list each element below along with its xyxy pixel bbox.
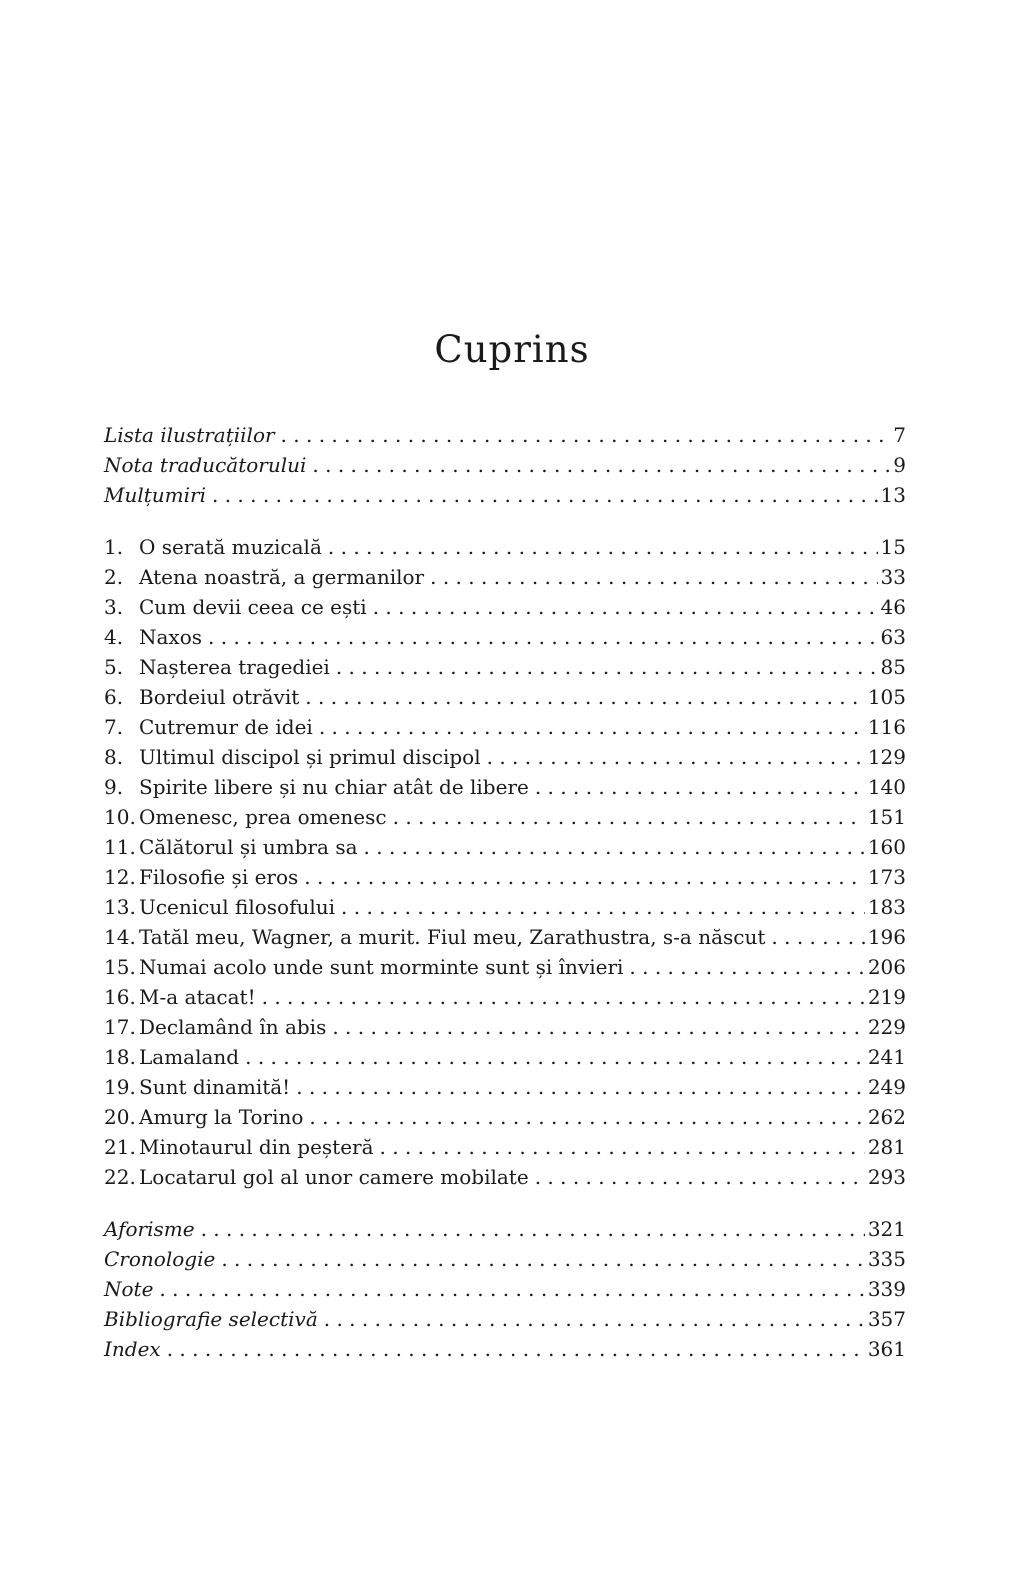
toc-entry-title: Numai acolo unde sunt morminte sunt și învieri bbox=[139, 955, 624, 979]
toc-entry-title: Note bbox=[104, 1277, 154, 1301]
toc-entry-title: Nota traducătorului bbox=[104, 453, 307, 477]
toc-entry-number: 1. bbox=[104, 535, 124, 559]
toc-entry-title: M-a atacat! bbox=[139, 985, 256, 1009]
dot-leader bbox=[245, 1042, 865, 1072]
toc-entry[interactable] bbox=[104, 832, 906, 862]
dot-leader bbox=[535, 772, 865, 802]
toc-entry-page-number: 15 bbox=[880, 535, 906, 559]
toc-entry[interactable] bbox=[104, 652, 906, 682]
toc-entry[interactable] bbox=[104, 1132, 906, 1162]
toc-entry-number: 12. bbox=[104, 865, 136, 889]
dot-leader bbox=[309, 1102, 864, 1132]
toc-entry-page-number: 281 bbox=[867, 1135, 906, 1159]
toc-entry-page-number: 129 bbox=[867, 745, 906, 769]
toc-entry-number: 22. bbox=[104, 1165, 136, 1189]
toc-entry-number: 3. bbox=[104, 595, 124, 619]
toc-entry-number: 14. bbox=[104, 925, 136, 949]
toc-entry[interactable] bbox=[104, 922, 906, 952]
toc-entry-page-number: 229 bbox=[867, 1015, 906, 1039]
toc-entry[interactable] bbox=[104, 952, 906, 982]
toc-entry-title: Bibliografie selectivă bbox=[104, 1307, 318, 1331]
table-of-contents bbox=[104, 420, 906, 1364]
toc-entry-number: 5. bbox=[104, 655, 124, 679]
dot-leader bbox=[312, 450, 890, 480]
toc-entry[interactable] bbox=[104, 682, 906, 712]
dot-leader bbox=[201, 1214, 865, 1244]
dot-leader bbox=[304, 862, 865, 892]
toc-entry-page-number: 293 bbox=[867, 1165, 906, 1189]
dot-leader bbox=[208, 622, 878, 652]
toc-entry[interactable] bbox=[104, 802, 906, 832]
toc-entry[interactable] bbox=[104, 1334, 906, 1364]
toc-entry[interactable] bbox=[104, 742, 906, 772]
toc-entry-page-number: 361 bbox=[867, 1337, 906, 1361]
toc-entry[interactable] bbox=[104, 772, 906, 802]
toc-entry-number: 19. bbox=[104, 1075, 136, 1099]
toc-entry-title: Atena noastră, a germanilor bbox=[139, 565, 425, 589]
dot-leader bbox=[167, 1334, 865, 1364]
toc-entry-title: Amurg la Torino bbox=[139, 1105, 304, 1129]
toc-entry-page-number: 9 bbox=[893, 453, 906, 477]
dot-leader bbox=[305, 682, 865, 712]
toc-entry[interactable] bbox=[104, 1102, 906, 1132]
toc-entry-page-number: 196 bbox=[867, 925, 906, 949]
front-matter-list bbox=[104, 420, 906, 510]
toc-entry-title: O serată muzicală bbox=[139, 535, 322, 559]
toc-entry-page-number: 13 bbox=[880, 483, 906, 507]
toc-entry[interactable] bbox=[104, 1304, 906, 1334]
toc-entry[interactable] bbox=[104, 622, 906, 652]
toc-entry-number: 20. bbox=[104, 1105, 136, 1129]
toc-entry-number: 10. bbox=[104, 805, 136, 829]
toc-entry-title: Bordeiul otrăvit bbox=[139, 685, 300, 709]
toc-entry-title: Nașterea tragediei bbox=[139, 655, 330, 679]
back-matter-list bbox=[104, 1214, 906, 1364]
dot-leader bbox=[629, 952, 864, 982]
toc-entry[interactable] bbox=[104, 892, 906, 922]
toc-entry-title: Omenesc, prea omenesc bbox=[139, 805, 387, 829]
toc-entry-number: 7. bbox=[104, 715, 124, 739]
toc-entry-title: Minotaurul din peșteră bbox=[139, 1135, 374, 1159]
toc-entry[interactable] bbox=[104, 1042, 906, 1072]
toc-entry[interactable] bbox=[104, 532, 906, 562]
toc-entry[interactable] bbox=[104, 562, 906, 592]
dot-leader bbox=[324, 1304, 865, 1334]
toc-entry-title: Ucenicul filosofului bbox=[139, 895, 336, 919]
toc-entry-page-number: 249 bbox=[867, 1075, 906, 1099]
toc-entry[interactable] bbox=[104, 450, 906, 480]
toc-entry-title: Cutremur de idei bbox=[139, 715, 313, 739]
toc-entry-number: 18. bbox=[104, 1045, 136, 1069]
toc-entry-page-number: 7 bbox=[893, 423, 906, 447]
toc-entry-page-number: 140 bbox=[867, 775, 906, 799]
toc-entry-page-number: 183 bbox=[867, 895, 906, 919]
toc-entry-title: Locatarul gol al unor camere mobilate bbox=[139, 1165, 529, 1189]
toc-entry-title: Cum devii ceea ce ești bbox=[139, 595, 367, 619]
toc-entry[interactable] bbox=[104, 982, 906, 1012]
dot-leader bbox=[336, 652, 878, 682]
toc-entry-title: Cronologie bbox=[104, 1247, 216, 1271]
toc-entry-title: Aforisme bbox=[104, 1217, 195, 1241]
toc-entry[interactable] bbox=[104, 862, 906, 892]
dot-leader bbox=[364, 832, 865, 862]
toc-entry[interactable] bbox=[104, 1162, 906, 1192]
toc-entry-page-number: 160 bbox=[867, 835, 906, 859]
toc-entry[interactable] bbox=[104, 480, 906, 510]
dot-leader bbox=[159, 1274, 864, 1304]
toc-entry-page-number: 33 bbox=[880, 565, 906, 589]
toc-entry-title: Index bbox=[104, 1337, 161, 1361]
toc-entry-page-number: 206 bbox=[867, 955, 906, 979]
toc-entry-title: Sunt dinamită! bbox=[139, 1075, 291, 1099]
dot-leader bbox=[328, 532, 878, 562]
dot-leader bbox=[487, 742, 865, 772]
toc-entry[interactable] bbox=[104, 420, 906, 450]
toc-entry-title: Lista ilustrațiilor bbox=[104, 423, 275, 447]
dot-leader bbox=[535, 1162, 865, 1192]
toc-entry-number: 9. bbox=[104, 775, 124, 799]
dot-leader bbox=[771, 922, 864, 952]
toc-entry-number: 15. bbox=[104, 955, 136, 979]
dot-leader bbox=[373, 592, 878, 622]
toc-entry-page-number: 173 bbox=[867, 865, 906, 889]
toc-entry-page-number: 219 bbox=[867, 985, 906, 1009]
toc-entry-page-number: 335 bbox=[867, 1247, 906, 1271]
toc-entry-page-number: 357 bbox=[867, 1307, 906, 1331]
dot-leader bbox=[319, 712, 865, 742]
toc-entry-page-number: 339 bbox=[867, 1277, 906, 1301]
toc-entry-title: Declamând în abis bbox=[139, 1015, 327, 1039]
toc-entry-number: 16. bbox=[104, 985, 136, 1009]
toc-entry-number: 11. bbox=[104, 835, 136, 859]
dot-leader bbox=[281, 420, 891, 450]
page-title: Cuprins bbox=[434, 327, 590, 371]
toc-entry[interactable] bbox=[104, 712, 906, 742]
dot-leader bbox=[430, 562, 877, 592]
toc-entry-page-number: 63 bbox=[880, 625, 906, 649]
toc-entry-number: 17. bbox=[104, 1015, 136, 1039]
toc-entry-title: Filosofie și eros bbox=[139, 865, 299, 889]
toc-entry-number: 6. bbox=[104, 685, 124, 709]
dot-leader bbox=[341, 892, 865, 922]
chapters-list bbox=[104, 532, 906, 1192]
toc-entry-title: Mulțumiri bbox=[104, 483, 206, 507]
dot-leader bbox=[262, 982, 865, 1012]
toc-entry-page-number: 321 bbox=[867, 1217, 906, 1241]
toc-entry-title: Ultimul discipol și primul discipol bbox=[139, 745, 481, 769]
toc-entry[interactable] bbox=[104, 1214, 906, 1244]
dot-leader bbox=[212, 480, 878, 510]
toc-entry[interactable] bbox=[104, 1072, 906, 1102]
dot-leader bbox=[332, 1012, 864, 1042]
toc-entry[interactable] bbox=[104, 1244, 906, 1274]
toc-entry-title: Naxos bbox=[139, 625, 203, 649]
toc-entry-page-number: 116 bbox=[867, 715, 906, 739]
dot-leader bbox=[393, 802, 865, 832]
dot-leader bbox=[221, 1244, 865, 1274]
toc-entry-title: Lamaland bbox=[139, 1045, 240, 1069]
toc-entry-page-number: 105 bbox=[867, 685, 906, 709]
toc-entry-page-number: 241 bbox=[867, 1045, 906, 1069]
toc-entry-number: 21. bbox=[104, 1135, 136, 1159]
toc-entry-title: Călătorul și umbra sa bbox=[139, 835, 358, 859]
toc-entry-title: Tatăl meu, Wagner, a murit. Fiul meu, Zarathustra, s-a născut bbox=[139, 925, 766, 949]
toc-entry-page-number: 262 bbox=[867, 1105, 906, 1129]
toc-entry[interactable] bbox=[104, 592, 906, 622]
toc-entry-number: 4. bbox=[104, 625, 124, 649]
dot-leader bbox=[380, 1132, 865, 1162]
toc-entry[interactable] bbox=[104, 1274, 906, 1304]
toc-entry-page-number: 46 bbox=[880, 595, 906, 619]
toc-entry-page-number: 151 bbox=[867, 805, 906, 829]
toc-entry-number: 13. bbox=[104, 895, 136, 919]
toc-entry-number: 2. bbox=[104, 565, 124, 589]
toc-entry-page-number: 85 bbox=[880, 655, 906, 679]
toc-entry-title: Spirite libere și nu chiar atât de libere bbox=[139, 775, 529, 799]
toc-entry[interactable] bbox=[104, 1012, 906, 1042]
toc-entry-number: 8. bbox=[104, 745, 124, 769]
dot-leader bbox=[296, 1072, 865, 1102]
